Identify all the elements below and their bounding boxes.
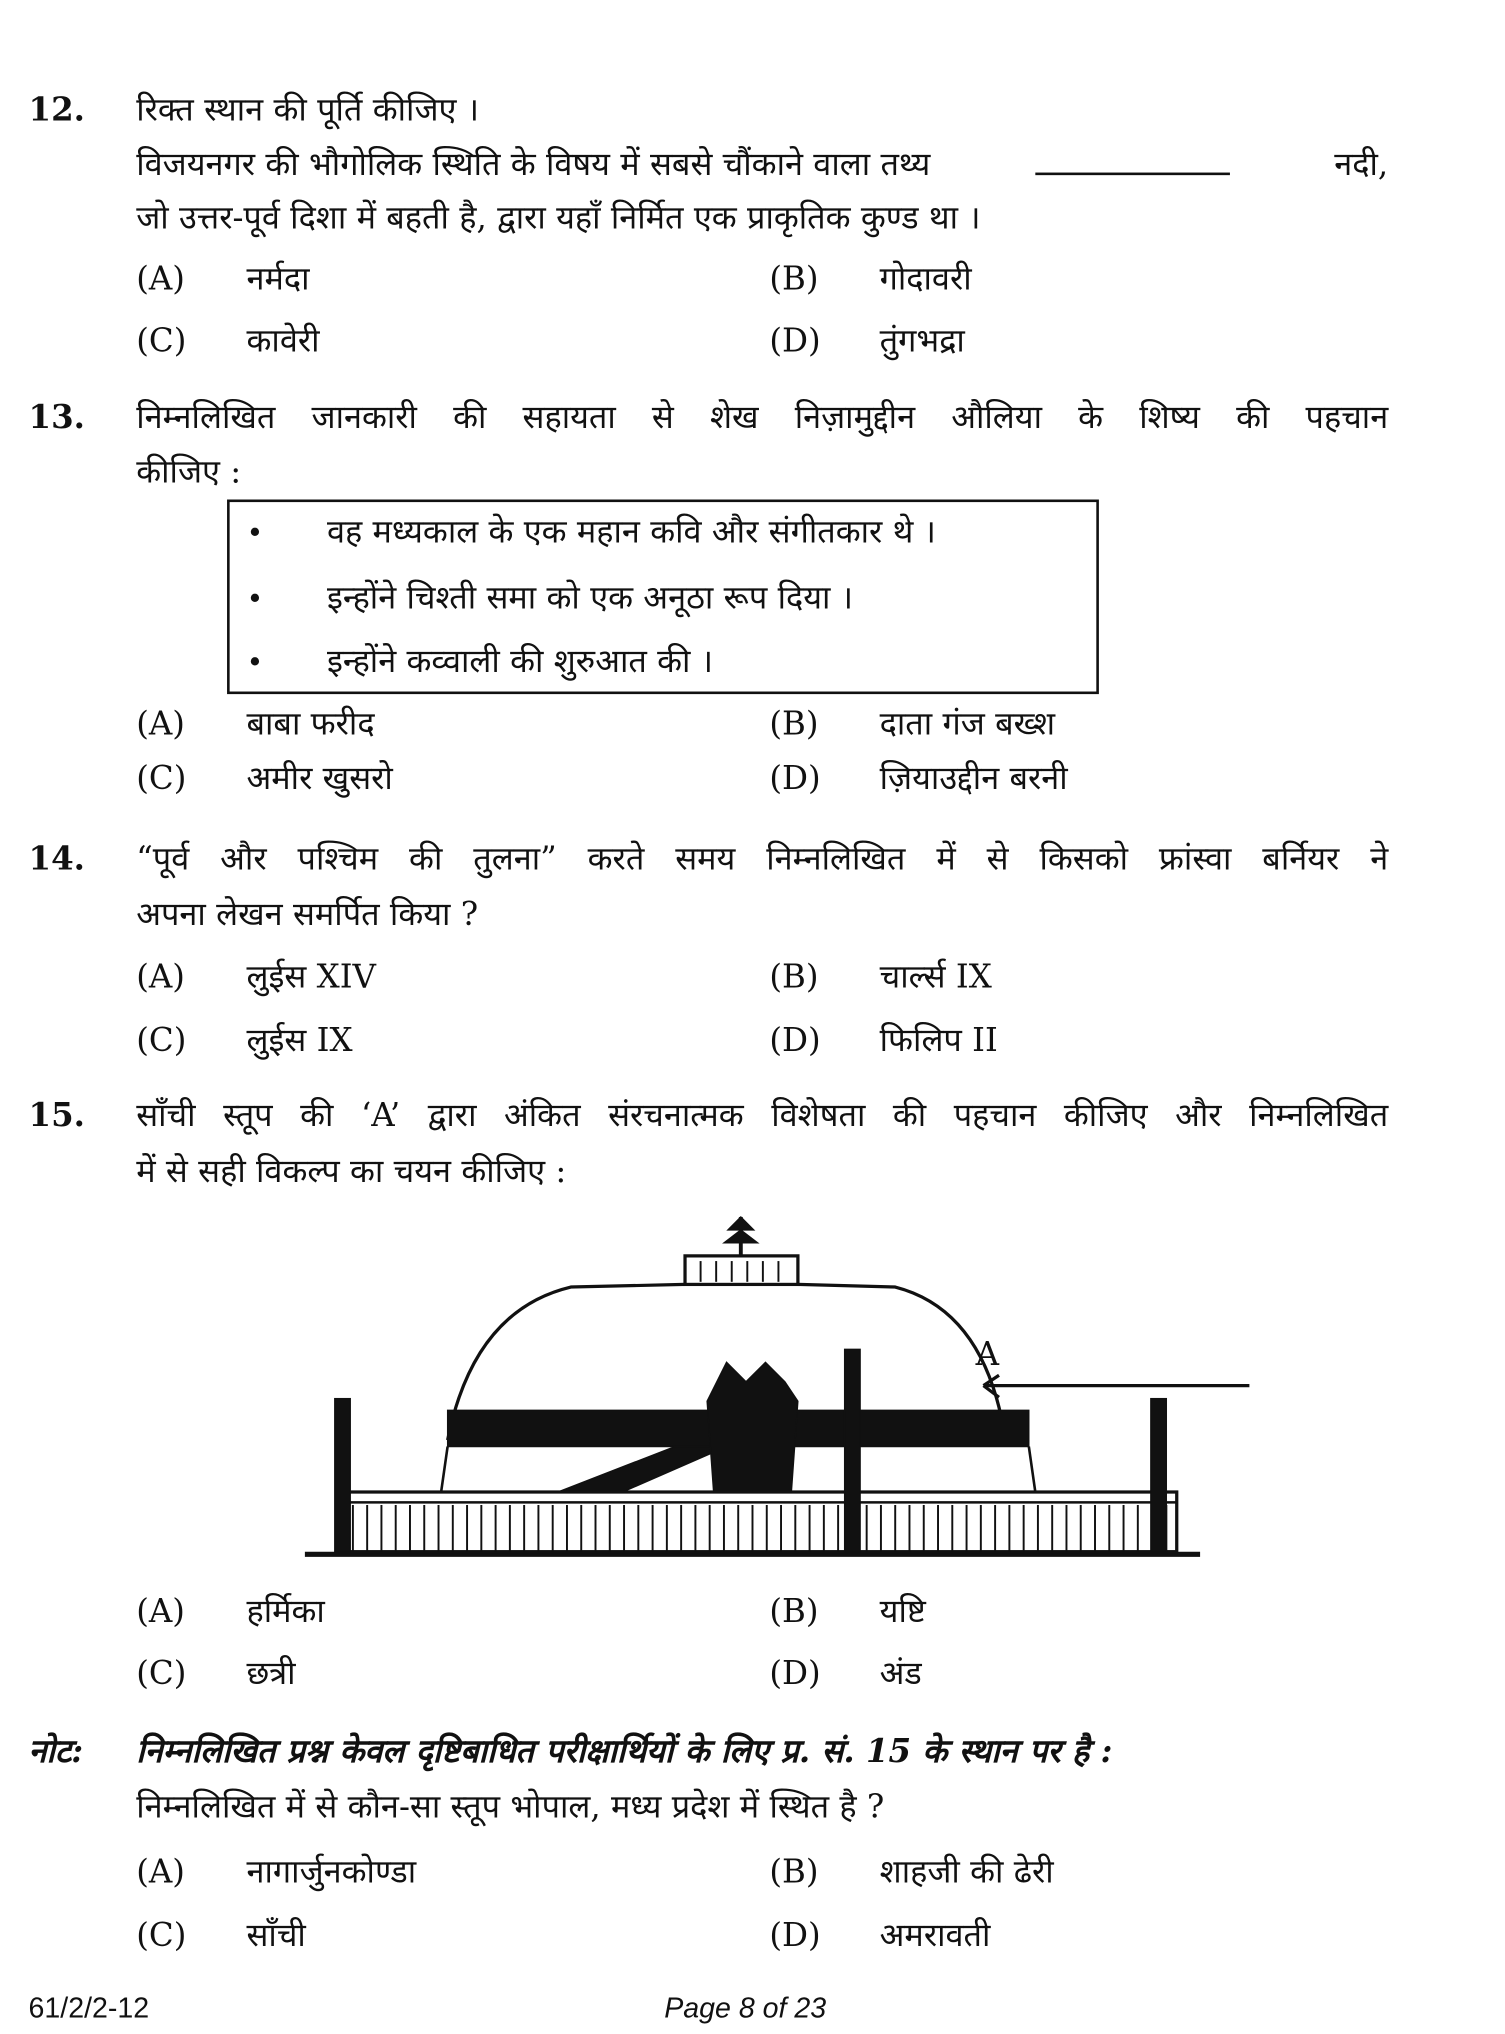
option-text: अमरावती (879, 1916, 991, 1954)
option-text: यष्टि (879, 1591, 926, 1630)
text-before-blank: विजयनगर की भौगोलिक स्थिति के विषय में सबसे चौंकाने वाला तथ्य (136, 145, 931, 183)
option-label: (C) (136, 321, 187, 360)
question-number: 15. (28, 1096, 85, 1134)
option-label: (C) (136, 1021, 187, 1059)
question-text-line: कीजिए : (136, 452, 242, 491)
text-after-blank: नदी, (1334, 145, 1389, 183)
question-text-line: अपना लेखन समर्पित किया ? (136, 895, 479, 933)
ashoka-pillar (845, 1349, 861, 1551)
question-text-line: साँची स्तूप की ‘A’ द्वारा अंकित संरचनात्मक विशेषता की पहचान कीजिए और निम्नलिखित (136, 1096, 1389, 1134)
pillar-right (1151, 1399, 1167, 1552)
option-label: (A) (136, 704, 185, 743)
option-text: तुंगभद्रा (879, 321, 965, 360)
option-label: (D) (769, 1916, 821, 1954)
option-label: (D) (769, 1654, 821, 1692)
option-text: कावेरी (246, 321, 320, 360)
option-label: (B) (769, 1591, 819, 1630)
option-text: लुईस IX (246, 1021, 353, 1059)
option-text: बाबा फरीद (246, 704, 375, 743)
option-text: नागार्जुनकोण्डा (246, 1852, 417, 1891)
option-text: लुईस XIV (246, 957, 377, 996)
option-label: (C) (136, 758, 187, 797)
option-text: चार्ल्स IX (879, 957, 992, 996)
option-label: (B) (769, 957, 819, 996)
question-number: 14. (28, 839, 85, 878)
option-text: हर्मिका (246, 1591, 325, 1630)
question-text-line: निम्नलिखित जानकारी की सहायता से शेख निज़ामुद्दीन औलिया के शिष्य की पहचान (136, 398, 1389, 436)
note-label: नोट: (28, 1732, 84, 1770)
question-text-line: जो उत्तर-पूर्व दिशा में बहती है, द्वारा यहाँ निर्मित एक प्राकृतिक कुण्ड था । (136, 198, 981, 237)
option-text: नर्मदा (246, 259, 310, 298)
question-instruction: रिक्त स्थान की पूर्ति कीजिए । (136, 90, 480, 129)
option-label: (C) (136, 1916, 187, 1954)
bullet-text: इन्होंने चिश्ती समा को एक अनूठा रूप दिया । (326, 578, 854, 617)
bullet-icon: • (246, 647, 264, 680)
option-label: (D) (769, 758, 821, 797)
option-text: छत्री (246, 1654, 296, 1692)
chhatra (724, 1217, 758, 1243)
torana-gateway (707, 1362, 798, 1492)
bullet-text: वह मध्यकाल के एक महान कवि और संगीतकार थे । (326, 512, 936, 551)
note-text: निम्नलिखित प्रश्न केवल दृष्टिबाधित परीक्षार्थियों के लिए प्र. सं. 15 के स्थान पर है : (136, 1732, 1113, 1770)
bullet-icon: • (246, 517, 264, 551)
option-text: गोदावरी (879, 259, 972, 298)
option-text: अंड (879, 1654, 922, 1692)
option-label: (C) (136, 1654, 187, 1692)
option-label: (B) (769, 1852, 819, 1891)
page-number: Page 8 of 23 (664, 1991, 827, 2024)
option-label: (A) (136, 957, 185, 996)
option-label: (A) (136, 259, 185, 298)
harmika (685, 1256, 798, 1285)
pillar-left (335, 1399, 351, 1552)
option-text: ज़ियाउद्दीन बरनी (879, 758, 1068, 797)
option-text: शाहजी की ढेरी (879, 1852, 1054, 1891)
option-label: (D) (769, 321, 821, 360)
question-text-line: में से सही विकल्प का चयन कीजिए : (136, 1152, 567, 1190)
paper-code: 61/2/2-12 (28, 1991, 150, 2024)
figure-label-a: A (975, 1334, 1000, 1373)
option-label: (B) (769, 259, 819, 298)
option-text: साँची (246, 1916, 306, 1954)
question-number: 13. (28, 398, 85, 436)
question-number: 12. (28, 90, 85, 129)
bullet-icon: • (246, 583, 264, 617)
option-label: (A) (136, 1852, 185, 1891)
option-text: अमीर खुसरो (246, 758, 393, 797)
option-text: दाता गंज बख्श (879, 704, 1056, 743)
question-text-line: निम्नलिखित में से कौन-सा स्तूप भोपाल, मध्य प्रदेश में स्थित है ? (136, 1787, 885, 1826)
option-text: फिलिप II (879, 1021, 998, 1059)
option-label: (D) (769, 1021, 821, 1059)
option-label: (B) (769, 704, 819, 743)
bullet-text: इन्होंने कव्वाली की शुरुआत की । (326, 642, 714, 680)
question-text-line: “पूर्व और पश्चिम की तुलना” करते समय निम्नलिखित में से किसको फ्रांस्वा बर्नियर ने (136, 839, 1389, 878)
option-label: (A) (136, 1591, 185, 1630)
